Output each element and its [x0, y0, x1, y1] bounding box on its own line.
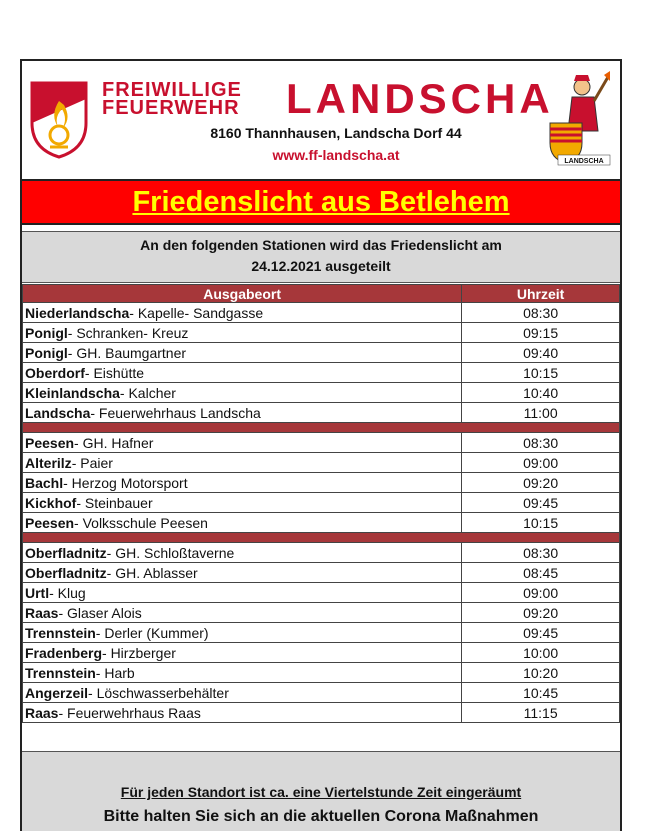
location-place: Bachl [25, 474, 64, 491]
org-name: LANDSCHA [286, 75, 554, 122]
time-cell: 09:15 [462, 323, 620, 343]
time-cell: 09:00 [462, 453, 620, 473]
location-detail: - Eishütte [84, 364, 145, 381]
table-row [23, 363, 620, 383]
location-detail: - Paier [71, 454, 113, 471]
location-detail: - Volksschule Peesen [74, 514, 208, 531]
table-row [23, 603, 620, 623]
location-cell [23, 473, 462, 493]
location-place: Kleinlandscha [25, 384, 120, 401]
location-cell [23, 323, 462, 343]
org-line-2: FEUERWEHR [102, 97, 240, 119]
location-detail: - Hirzberger [102, 644, 176, 661]
time-cell: 08:30 [462, 543, 620, 563]
website-link[interactable]: www.ff-landscha.at [272, 147, 400, 163]
crest-label: LANDSCHA [564, 158, 604, 165]
table-row [23, 303, 620, 323]
time-cell: 08:30 [462, 303, 620, 323]
location-place: Trennstein [25, 664, 96, 681]
location-place: Landscha [25, 404, 91, 421]
time-cell: 10:00 [462, 643, 620, 663]
flyer [20, 59, 622, 831]
location-place: Fradenberg [25, 644, 103, 661]
table-row [23, 403, 620, 423]
table-row [23, 623, 620, 643]
time-cell: 09:45 [462, 623, 620, 643]
location-place: Ponigl [25, 344, 68, 361]
time-cell: 08:30 [462, 433, 620, 453]
address: 8160 Thannhausen, Landscha Dorf 44 [210, 125, 462, 141]
intro-text [22, 231, 620, 283]
time-note: Für jeden Standort ist ca. eine Viertelstunde Zeit eingeräumt [120, 784, 522, 800]
time-cell: 08:45 [462, 563, 620, 583]
location-place: Peesen [25, 514, 75, 531]
time-cell: 11:15 [462, 703, 620, 723]
location-cell [23, 363, 462, 383]
table-row [23, 493, 620, 513]
org-line-1: FREIWILLIGE [102, 79, 242, 101]
schedule-body [23, 303, 620, 723]
location-cell [23, 303, 462, 323]
table-row [23, 543, 620, 563]
location-cell [23, 563, 462, 583]
location-detail: - Harb [95, 664, 135, 681]
title-banner [22, 179, 620, 225]
time-cell: 10:40 [462, 383, 620, 403]
location-detail: - Schranken- Kreuz [67, 324, 189, 341]
location-cell [23, 403, 462, 423]
time-cell: 09:20 [462, 603, 620, 623]
location-detail: - GH. Hafner [74, 434, 154, 451]
intro-line-2: 24.12.2021 ausgeteilt [251, 258, 391, 274]
table-row [23, 473, 620, 493]
location-cell [23, 683, 462, 703]
location-detail: - GH. Ablasser [106, 564, 198, 581]
time-cell: 11:00 [462, 403, 620, 423]
time-cell: 10:15 [462, 363, 620, 383]
time-cell: 09:20 [462, 473, 620, 493]
table-row [23, 663, 620, 683]
table-row [23, 643, 620, 663]
location-cell [23, 703, 462, 723]
group-separator [23, 423, 620, 433]
footer [22, 751, 620, 831]
location-detail: - GH. Schloßtaverne [106, 544, 235, 561]
group-separator-cell [23, 533, 620, 543]
location-place: Raas [25, 604, 59, 621]
location-cell [23, 343, 462, 363]
group-separator-cell [23, 423, 620, 433]
location-cell [23, 493, 462, 513]
location-detail: - Klug [49, 584, 86, 601]
location-detail: - Löschwasserbehälter [88, 684, 229, 701]
location-detail: - Kapelle- Sandgasse [129, 304, 264, 321]
location-place: Oberfladnitz [25, 544, 107, 561]
st-florian-crest-icon [548, 71, 612, 167]
location-detail: - Feuerwehrhaus Raas [58, 704, 201, 721]
table-row [23, 453, 620, 473]
time-cell: 09:40 [462, 343, 620, 363]
location-cell [23, 583, 462, 603]
location-detail: - Herzog Motorsport [63, 474, 188, 491]
location-cell [23, 543, 462, 563]
table-row [23, 383, 620, 403]
location-place: Ponigl [25, 324, 68, 341]
group-separator [23, 533, 620, 543]
location-detail: - GH. Baumgartner [67, 344, 187, 361]
location-cell [23, 453, 462, 473]
table-row [23, 563, 620, 583]
table-row [23, 683, 620, 703]
location-place: Raas [25, 704, 59, 721]
location-place: Alterilz [25, 454, 72, 471]
location-cell [23, 623, 462, 643]
location-place: Oberdorf [25, 364, 85, 381]
location-detail: - Glaser Alois [58, 604, 142, 621]
table-row [23, 583, 620, 603]
location-place: Oberfladnitz [25, 564, 107, 581]
time-cell: 09:00 [462, 583, 620, 603]
header [22, 61, 620, 177]
time-cell: 09:45 [462, 493, 620, 513]
location-detail: - Derler (Kummer) [95, 624, 209, 641]
time-cell: 10:45 [462, 683, 620, 703]
table-row [23, 343, 620, 363]
location-place: Urtl [25, 584, 50, 601]
column-header-location: Ausgabeort [23, 285, 462, 303]
time-cell: 10:20 [462, 663, 620, 683]
column-header-time: Uhrzeit [462, 285, 620, 303]
location-detail: - Feuerwehrhaus Landscha [90, 404, 261, 421]
page-title: Friedenslicht aus Betlehem [132, 186, 510, 218]
location-cell [23, 513, 462, 533]
location-place: Kickhof [25, 494, 77, 511]
location-cell [23, 383, 462, 403]
location-detail: - Kalcher [119, 384, 176, 401]
table-row [23, 703, 620, 723]
location-place: Niederlandscha [25, 304, 130, 321]
table-row [23, 513, 620, 533]
table-row [23, 433, 620, 453]
location-cell [23, 433, 462, 453]
location-detail: - Steinbauer [76, 494, 153, 511]
location-place: Peesen [25, 434, 75, 451]
corona-note: Bitte halten Sie sich an die aktuellen Corona Maßnahmen [103, 808, 539, 825]
location-cell [23, 663, 462, 683]
location-cell [23, 643, 462, 663]
schedule-table [22, 284, 620, 723]
time-cell: 10:15 [462, 513, 620, 533]
location-place: Trennstein [25, 624, 96, 641]
intro-line-1: An den folgenden Stationen wird das Friedenslicht am [140, 237, 502, 253]
location-place: Angerzeil [25, 684, 89, 701]
table-header-row [23, 285, 620, 303]
location-cell [23, 603, 462, 623]
table-row [23, 323, 620, 343]
